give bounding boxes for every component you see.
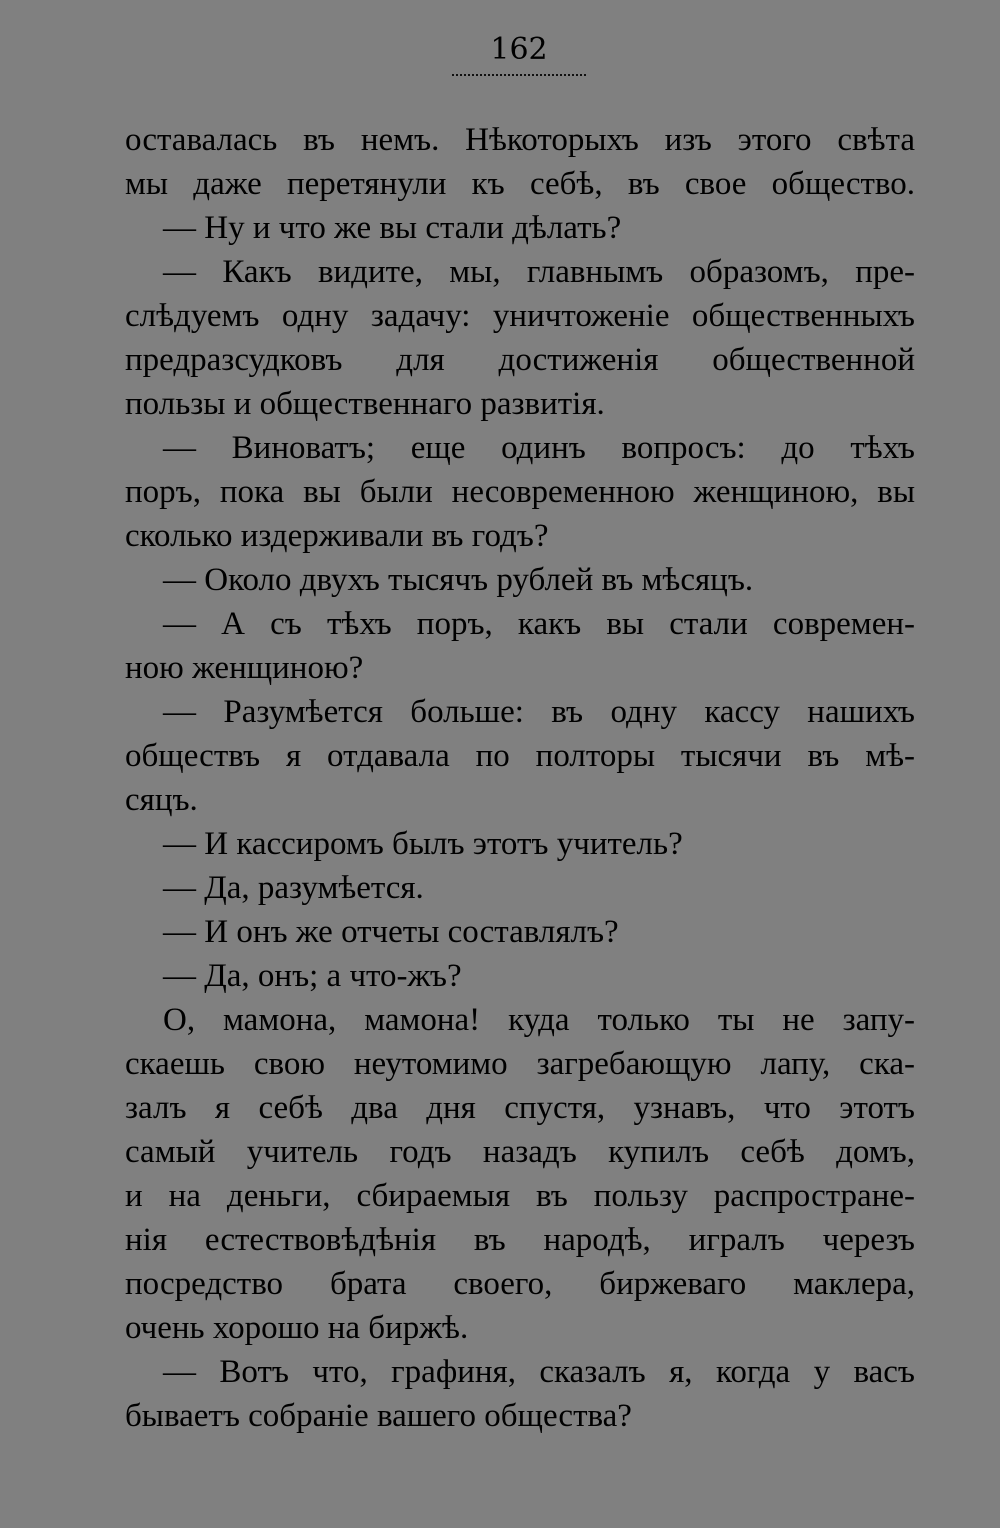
text-line: предразсудковъ для достиженія общественной — [125, 342, 915, 378]
text-line: сяцъ. — [125, 782, 198, 818]
text-line: — Около двухъ тысячъ рублей въ мѣсяцъ. — [163, 562, 754, 598]
text-line: — Да, онъ; а что-жъ? — [163, 958, 462, 994]
text-line: пользы и общественнаго развитія. — [125, 386, 605, 422]
text-line: оставалась въ немъ. Нѣкоторыхъ изъ этого свѣта — [125, 122, 915, 158]
page-number: 162 — [452, 30, 586, 76]
text-line: — Виноватъ; еще одинъ вопросъ: до тѣхъ — [163, 430, 915, 466]
text-line: О, мамона, мамона! куда только ты не запу- — [163, 1002, 915, 1038]
text-line: посредство брата своего, биржеваго маклера, — [125, 1266, 915, 1302]
text-line: — И онъ же отчеты составлялъ? — [163, 914, 619, 950]
text-line: мы даже перетянули къ себѣ, въ свое общество. — [125, 166, 915, 202]
text-line: бываетъ собраніе вашего общества? — [125, 1398, 632, 1434]
text-line: ною женщиною? — [125, 650, 364, 686]
text-line: скаешь свою неутомимо загребающую лапу, ска- — [125, 1046, 915, 1082]
text-line: и на деньги, сбираемыя въ пользу распростране- — [125, 1178, 915, 1214]
text-line: поръ, пока вы были несовременною женщиною, вы — [125, 474, 915, 510]
text-line: обществъ я отдавала по полторы тысячи въ мѣ- — [125, 738, 915, 774]
text-line: нія естествовѣдѣнія въ народѣ, игралъ черезъ — [125, 1222, 915, 1258]
text-line: — Ну и что же вы стали дѣлать? — [163, 210, 622, 246]
text-line: — И кассиромъ былъ этотъ учитель? — [163, 826, 683, 862]
text-line: слѣдуемъ одну задачу: уничтоженіе общественныхъ — [125, 298, 915, 334]
text-line: самый учитель годъ назадъ купилъ себѣ домъ, — [125, 1134, 915, 1170]
text-line: — Какъ видите, мы, главнымъ образомъ, пре- — [163, 254, 915, 290]
text-line: — А съ тѣхъ поръ, какъ вы стали современ- — [163, 606, 915, 642]
text-line: — Разумѣется больше: въ одну кассу нашихъ — [163, 694, 915, 730]
text-line: — Да, разумѣется. — [163, 870, 424, 906]
body-text — [125, 118, 915, 1438]
text-line: залъ я себѣ два дня спустя, узнавъ, что этотъ — [125, 1090, 915, 1126]
text-line: — Вотъ что, графиня, сказалъ я, когда у васъ — [163, 1354, 915, 1390]
text-line: очень хорошо на биржѣ. — [125, 1310, 469, 1346]
text-line: сколько издерживали въ годъ? — [125, 518, 549, 554]
